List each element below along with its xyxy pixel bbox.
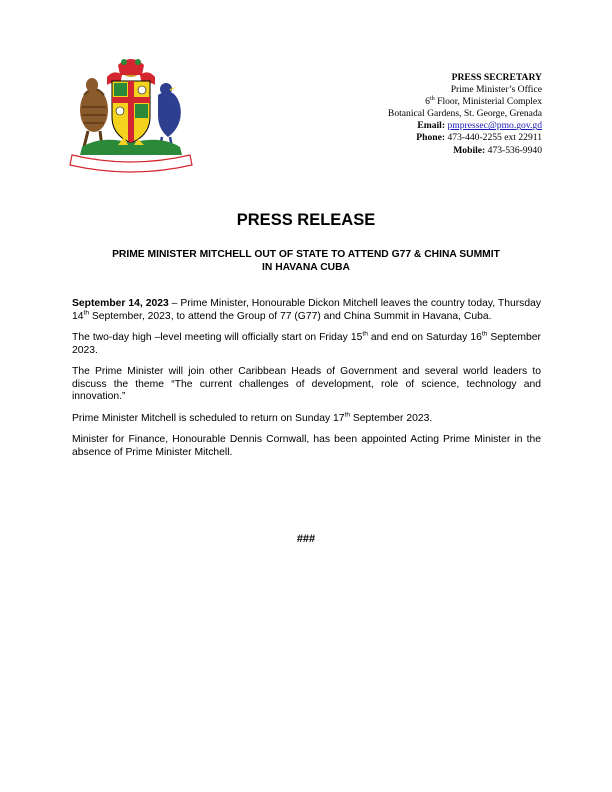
contact-email-line: Email: pmpressec@pmo.gov.gd: [417, 120, 542, 132]
document-title: PRESS RELEASE: [236, 211, 376, 229]
contact-heading: PRESS SECRETARY: [451, 72, 542, 83]
release-body: [72, 298, 541, 468]
contact-mobile: 473-536-9940: [487, 144, 542, 156]
paragraph-3: The Prime Minister will join other Caribbean Heads of Government and several world leaders to discuss the theme “The current challenges of development, role of science, technology and innovation.”: [72, 366, 541, 403]
dateline: September 14, 2023: [72, 298, 169, 309]
paragraph-4: Prime Minister Mitchell is scheduled to return on Sunday 17th September 2023.: [72, 411, 433, 424]
contact-floor: 6th Floor, Ministerial Complex: [425, 96, 542, 108]
press-secretary-contact: [282, 72, 542, 157]
email-link[interactable]: pmpressec@pmo.gov.gd: [447, 120, 542, 132]
headline-line-2: IN HAVANA CUBA: [262, 262, 350, 274]
paragraph-2: The two-day high –level meeting will officially start on Friday 15th and end on Saturday 16th September 2023.: [72, 330, 541, 356]
grenada-coat-of-arms-icon: [62, 55, 200, 175]
contact-address: Botanical Gardens, St. George, Grenada: [387, 108, 542, 120]
contact-phone-line: Phone: 473-440-2255 ext 22911: [416, 132, 542, 144]
contact-mobile-line: Mobile: 473-536-9940: [453, 144, 542, 156]
end-mark: ###: [296, 533, 316, 545]
paragraph-5: Minister for Finance, Honourable Dennis Cornwall, has been appointed Acting Prime Minister in the absence of Prime Minister Mitchell.: [72, 434, 541, 458]
contact-phone: 473-440-2255 ext 22911: [447, 132, 542, 144]
headline: [70, 248, 542, 274]
contact-office: Prime Minister’s Office: [450, 84, 542, 96]
paragraph-1: September 14, 2023 – Prime Minister, Honourable Dickon Mitchell leaves the country today, Thursday 14th September, 2023, to attend the Group of 77 (G77) and China Summit in Havana, Cuba.: [72, 298, 541, 322]
headline-line-1: PRIME MINISTER MITCHELL OUT OF STATE TO ATTEND G77 & CHINA SUMMIT: [112, 249, 500, 260]
